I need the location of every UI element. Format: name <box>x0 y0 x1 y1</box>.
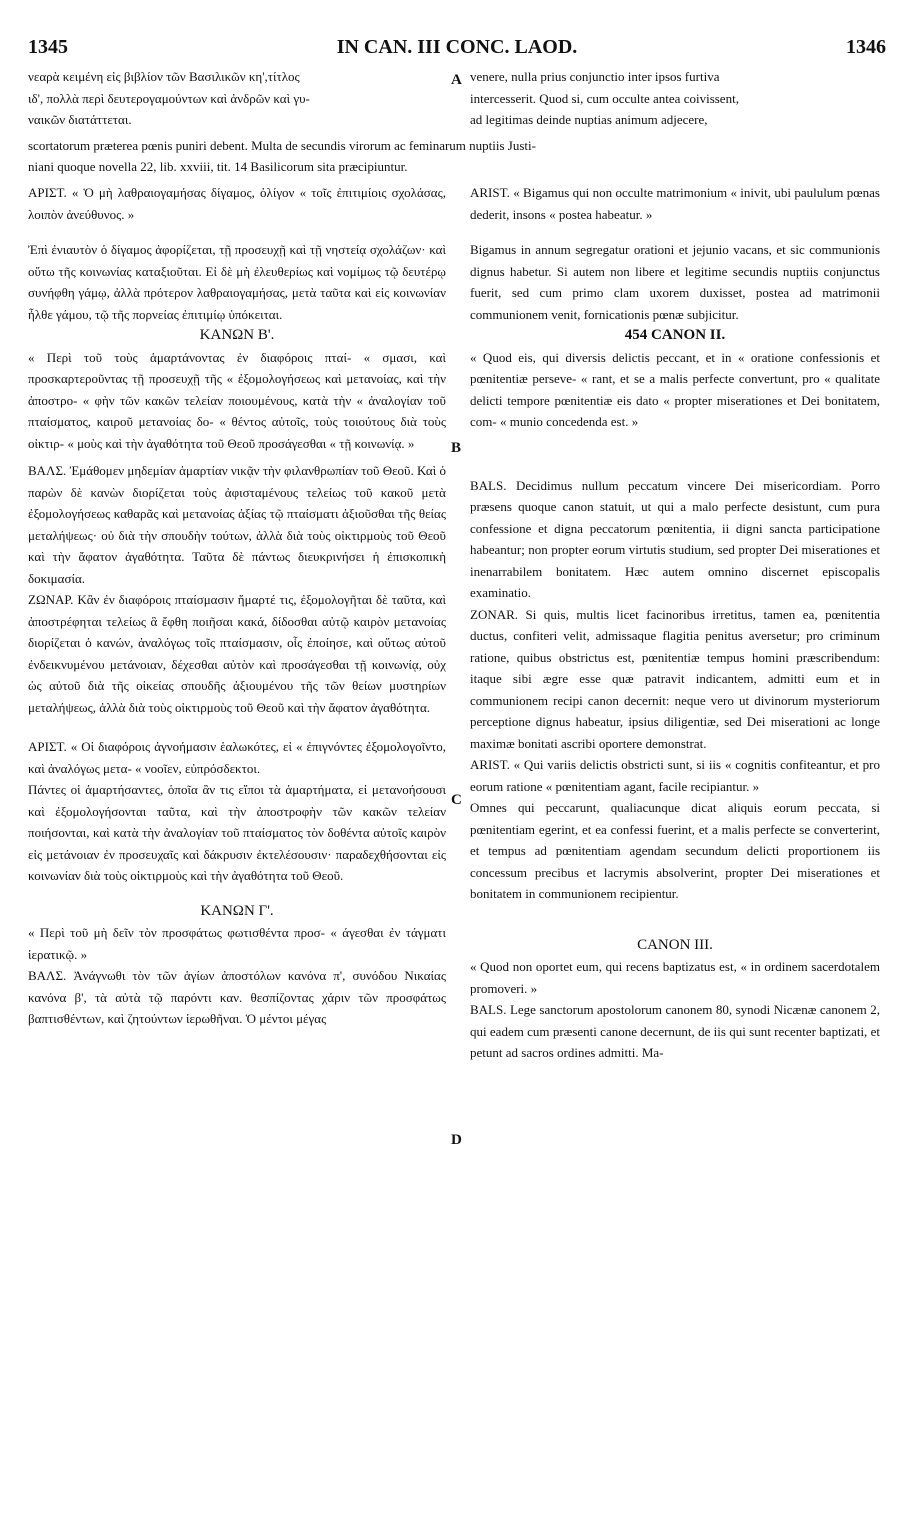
balsamon-comment: BALS. Decidimus nullum peccatum vincere Dei misericordiam. Porro præsens quoque canon statuit, ut qui a malo perfecte desistunt, cum pura confessione et digna peccatorum pœnitentia, ii digni sancta participatione habeantur; non propter eorum virtutis studium, sed propter Dei miserationes et inenarrabilem bonitatem. Hæc autem omnino discernet episcopalis examinatio. <box>470 477 880 600</box>
canon-3-title: ΚΑΝΩΝ Γ'. <box>200 902 274 919</box>
running-title: IN CAN. III CONC. LAOD. <box>336 36 578 58</box>
full-width-lines <box>28 135 886 177</box>
zonaras-comment: ΖΩΝΑΡ. Κἂν ἐν διαφόροις πταίσμασιν ἥμαρτέ τις, ἐξομολογῆται δὲ ταῦτα, καὶ ἀποστρέφηται τελείως ἃ ἔφθη ποιῆσαι κακά, δίδοσθαι αὐτῷ καιρὸν μετανοίας διορίζεται ὁ κανών, ἀναλόγως τοῖς πταίσμασιν, οἷς ἐποίησε, καὶ οὕτως αὐτοῦ ἐνδεικνυμένου μετάνοιαν, δέχεσθαι αὐτὸν καὶ προσάγεσθαι τῇ κοινωνίᾳ, οὐχ ὡς αὐτοῦ διὰ τῆς οἰκείας σπουδῆς ἀξιουμένου τῆς τῶν θείων μυστηρίων μεταλήψεως, ἀλλὰ διὰ τοὺς οἰκτιρμοὺς τοῦ Θεοῦ καὶ τὴν ἄφατον ἀγαθότητα. <box>28 592 446 715</box>
margin-letter: A <box>451 72 462 88</box>
canon-number: 454 <box>624 327 648 343</box>
canon-2-label: CANON II. <box>651 327 726 343</box>
canon-2-title: ΚΑΝΩΝ Β'. <box>199 327 275 343</box>
arist-comment: ARIST. « Qui variis delictis obstricti sunt, si iis « cognitis confiteantur, et pro eorum ratione « pœnitentiam agant, facile recipiantur. » <box>470 757 880 794</box>
greek-column <box>28 182 446 1030</box>
line: niani quoque novella 22, lib. xxviii, tit. 14 Basilicorum sita præcipiuntur. <box>28 159 408 174</box>
arist-comment: ΑΡΙΣΤ. « Οἱ διαφόροις ἀγνοήμασιν ἑαλωκότες, εἰ « ἐπιγνόντες ἐξομολογοῖντο, καὶ ἀναλόγως μετα- « νοοῖεν, εὐπρόσδεκτοι. <box>28 739 446 776</box>
top-left-lines <box>28 66 446 131</box>
arist-comment: ΑΡΙΣΤ. « Ὁ μὴ λαθραιογαμήσας δίγαμος, ὀλίγον « τοῖς ἐπιτιμίοις σχολάσας, λοιπὸν ἀνεύθυνος. » <box>28 185 446 222</box>
paraphrase: Bigamus in annum segregatur orationi et jejunio vacans, et sic communionis dignus habetur. Si autem non libere et legitime secundis nuptiis conjunctus fuerit, sed cum primo clam uxorem duxisset, postea ad matrimonii communionem venit, fornicationis pœnæ subjicitur. <box>470 242 880 322</box>
line: intercesserit. Quod si, cum occulte antea coivissent, <box>470 90 739 106</box>
canon-3-text: « Περὶ τοῦ μὴ δεῖν τὸν προσφάτως φωτισθέντα προσ- « άγεσθαι ἐν τάγματι ἱερατικῷ. » <box>28 925 446 962</box>
arist-comment: ARIST. « Bigamus qui non occulte matrimonium « inivit, ubi paululum pœnas dederit, insons « postea habeatur. » <box>470 185 880 222</box>
top-right-lines <box>470 66 880 131</box>
canon-3-title: CANON III. <box>637 936 713 953</box>
paraphrase: Ἐπὶ ἐνιαυτὸν ὁ δίγαμος ἀφορίζεται, τῇ προσευχῇ καὶ τῇ νηστείᾳ σχολάζων· καὶ οὕτω τῆς κοινωνίας καταξιοῦται. Εἰ δὲ μὴ ἐλευθερίως καὶ νομίμως τῷ δευτέρῳ συνήφθη γάμῳ, ἀλλὰ πρότερον λαθραιογαμήσας, μετὰ ταῦτα καὶ εἰς κοινωνίαν ἦλθε γάμου, τῷ τῆς πορνείας ἐπιτιμίῳ ὑπόκειται. <box>28 242 446 322</box>
canon-2-text: « Quod eis, qui diversis delictis peccant, et in « oratione confessionis et pœnitentiæ perseve- « rant, et se a malis perfecte convertunt, pro « qualitate delicti tempore pœnitentiæ eis dato « propter miserationes et Dei bonitatem, com- « munio concedenda est. » <box>470 349 880 429</box>
balsamon-comment: ΒΑΛΣ. Ἀνάγνωθι τὸν τῶν ἁγίων ἀποστόλων κανόνα π', συνόδου Νικαίας κανόνα β', τὰ αὐτὰ τῷ παρόντι καν. θεσπίζοντας χάριν τῶν προσφάτως βαπτισθέντων, καὶ ζητούντων ἱερωθῆναι. Ὁ μέντοι μέγας <box>28 968 446 1026</box>
margin-letter: B <box>451 440 462 456</box>
line: ιδ', πολλὰ περὶ δευτερογαμούντων καὶ ἀνδρῶν καὶ γυ- <box>28 90 310 106</box>
balsamon-comment: ΒΑΛΣ. Ἐμάθομεν μηδεμίαν ἁμαρτίαν νικᾷν τὴν φιλανθρωπίαν τοῦ Θεοῦ. Καὶ ὁ παρὼν δὲ κανὼν διορίζεται τοὺς ἀφισταμένους τελείως τοῦ κακοῦ μετὰ ἐξομολογήσεως καθαρᾶς καὶ μετανοίας ἀξίας τῷ πταίσματι ἀξιοῦσθαι τῆς θείας μεταλήψεως· οὐ διὰ τὴν σπουδὴν τούτων, ἀλλὰ διὰ τοὺς οἰκτιρμοὺς τοῦ Θεοῦ καὶ τὴν ἄφατον ἀγαθότητα. Ταῦτα δὲ πάντως διευκρινήσει ἡ ἐπισκοπικὴ δοκιμασία. <box>28 463 446 586</box>
canon-3-text: « Quod non oportet eum, qui recens baptizatus est, « in ordinem sacerdotalem promoveri. » <box>470 959 880 996</box>
page-number-left: 1345 <box>28 36 68 58</box>
line: venere, nulla prius conjunctio inter ipsos furtiva <box>470 69 720 84</box>
zonaras-comment: ZONAR. Si quis, multis licet facinoribus irretitus, tamen ea, pœnitentia ductus, confiteri velit, admissaque flagitia penitus aversetur; pro criminum ratione, quibus obstrictus est, pœnitentiæ tempus homini præscribendum: itaque sibi ægre esse quæ patravit indicantem, admitti eum et in communionem recipi canon decernit: neque vero ut divinorum mysteriorum perceptione dignus habeatur, ipsius diligentiæ, sed Dei miserationi ac longe maximæ bonitati ascribi oportere demonstrat. <box>470 606 880 751</box>
page-header <box>28 36 886 60</box>
paraphrase: Πάντες οἱ ἁμαρτήσαντες, ὁποῖα ἂν τις εἴποι τὰ ἁμαρτήματα, εἰ μετανοήσουσι καὶ ἐξομολογήσονται ταῦτα, καὶ τὴν ἀποστροφὴν τῶν κακῶν τελείαν ποιήσονται, καὶ κατὰ τὴν ἀναλογίαν τοῦ πταίσματος τὸν δοθέντα αὐτοῖς καιρὸν εἰς μετάνοιαν ἐν προσευχαῖς καὶ δάκρυσιν ἐκτελέσουσιν· παραδεχθήσονται εἰς κοινωνίαν διὰ τοὺς οἰκτιρμοὺς καὶ τὴν ἀγαθότητα τοῦ Θεοῦ. <box>28 782 446 883</box>
paraphrase: Omnes qui peccarunt, qualiacunque dicat aliquis eorum peccata, si pœnitentiam egerint, et ea confessi fuerint, et a malis perfecte se converterint, et tempus ad pœnitentiam agendam secundum delicti proportionem iis concessum precibus et lacrymis absolverint, propter Dei miserationes et bonitatem in communionem recipientur. <box>470 800 880 901</box>
margin-letter: D <box>451 1132 462 1148</box>
line: ad legitimas deinde nuptias animum adjecere, <box>470 112 708 127</box>
latin-column <box>470 182 880 1064</box>
line: scortatorum præterea pœnis puniri debent. Multa de secundis virorum ac feminarum nuptiis Justi- <box>28 138 536 153</box>
page-number-right: 1346 <box>846 36 886 58</box>
canon-2-title <box>470 325 880 347</box>
balsamon-comment: BALS. Lege sanctorum apostolorum canonem 80, synodi Nicænæ canonem 2, qui eadem cum præsenti canone decernunt, de iis qui sunt recenter baptizati, et petunt ad sacros ordines admitti. Ma- <box>470 1002 880 1060</box>
canon-2-text: « Περὶ τοῦ τοὺς ἁμαρτάνοντας ἐν διαφόροις πταί- « σμασι, καὶ προσκαρτεροῦντας τῇ προσευχῇ τῆς « ἐξομολογήσεως καὶ μετανοίας, καὶ τὴν ἀποστρο- « φὴν τῶν κακῶν τελείαν ποιουμένους, κατὰ τὴν « ἀναλογίαν τοῦ πταίσματος, καιροῦ μετανοίας δο- « θέντος αὐτοῖς, τοὺς τοιούτους διὰ τοὺς οἰκτιρ- « μοὺς καὶ τὴν ἀγαθότητα τοῦ Θεοῦ προσάγεσθαι « τῇ κοινωνίᾳ. » <box>28 349 446 451</box>
line: νεαρὰ κειμένη εἰς βιβλίον τῶν Βασιλικῶν κη',τίτλος <box>28 69 300 84</box>
line: ναικῶν διατάττεται. <box>28 112 132 127</box>
margin-letter: C <box>451 792 462 808</box>
